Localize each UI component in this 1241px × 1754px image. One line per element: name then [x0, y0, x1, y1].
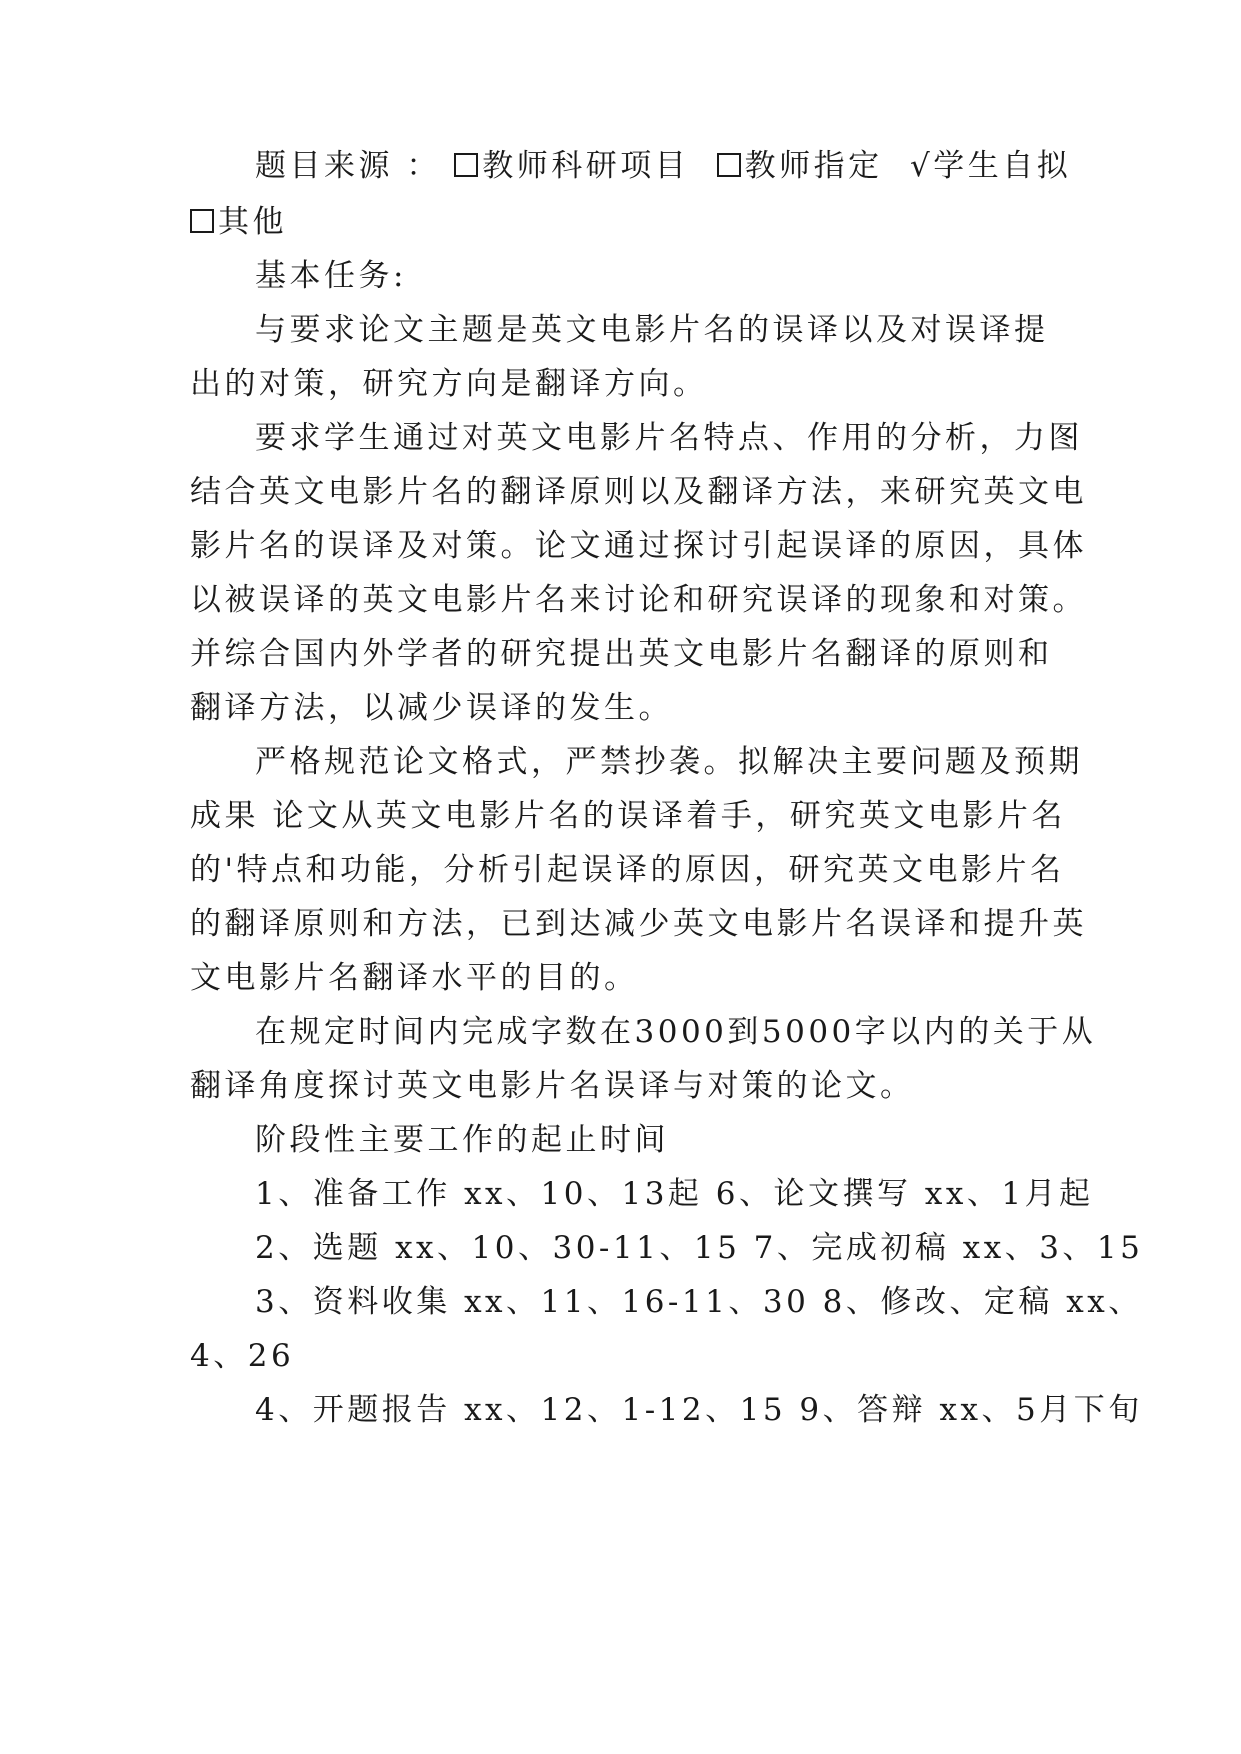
checkbox-teacher-assigned: 教师指定	[717, 148, 883, 184]
source-label: 题目来源 ：	[255, 148, 441, 184]
paragraph-line: 要求学生通过对英文电影片名特点、作用的分析，力图	[255, 420, 1083, 456]
schedule-item: 2、选题 xx、10、30-11、15 7、完成初稿 xx、3、15	[255, 1230, 1144, 1266]
paragraph-line: 严格规范论文格式，严禁抄袭。拟解决主要问题及预期	[255, 744, 1083, 780]
paragraph-line: 在规定时间内完成字数在3000到5000字以内的关于从	[255, 1014, 1097, 1050]
schedule-item: 4、26	[190, 1338, 295, 1374]
paragraph-line: 的'特点和功能，分析引起误译的原因，研究英文电影片名	[190, 852, 1065, 888]
basic-task-heading: 基本任务:	[255, 258, 407, 294]
checkbox-icon	[717, 153, 741, 177]
paragraph-line: 的翻译原则和方法，已到达减少英文电影片名误译和提升英	[190, 906, 1087, 942]
checkbox-student-proposed: √学生自拟	[909, 148, 1072, 184]
schedule-heading: 阶段性主要工作的起止时间	[255, 1122, 669, 1158]
paragraph-line: 文电影片名翻译水平的目的。	[190, 960, 639, 996]
checkbox-icon	[190, 209, 214, 233]
paragraph-line: 并综合国内外学者的研究提出英文电影片名翻译的原则和	[190, 636, 1053, 672]
checkbox-teacher-research: 教师科研项目	[454, 148, 689, 184]
schedule-item: 3、资料收集 xx、11、16-11、30 8、修改、定稿 xx、	[255, 1284, 1143, 1320]
checkbox-icon	[454, 153, 478, 177]
paragraph-line: 成果 论文从英文电影片名的误译着手，研究英文电影片名	[190, 798, 1066, 834]
checkbox-other: 其他	[190, 202, 1050, 242]
paragraph-line: 翻译角度探讨英文电影片名误译与对策的论文。	[190, 1068, 915, 1104]
source-line	[255, 146, 1072, 186]
paragraph-line: 翻译方法，以减少误译的发生。	[190, 690, 673, 726]
paragraph-line: 影片名的误译及对策。论文通过探讨引起误译的原因，具体	[190, 528, 1087, 564]
paragraph-line: 结合英文电影片名的翻译原则以及翻译方法，来研究英文电	[190, 474, 1087, 510]
schedule-item: 1、准备工作 xx、10、13起 6、论文撰写 xx、1月起	[255, 1176, 1094, 1212]
checkmark-icon: √	[909, 148, 934, 184]
paragraph-line: 与要求论文主题是英文电影片名的误译以及对误译提	[255, 312, 1049, 348]
paragraph-line: 出的对策，研究方向是翻译方向。	[190, 366, 708, 402]
paragraph-line: 以被误译的英文电影片名来讨论和研究误译的现象和对策。	[190, 582, 1087, 618]
schedule-item: 4、开题报告 xx、12、1-12、15 9、答辩 xx、5月下旬	[255, 1392, 1143, 1428]
